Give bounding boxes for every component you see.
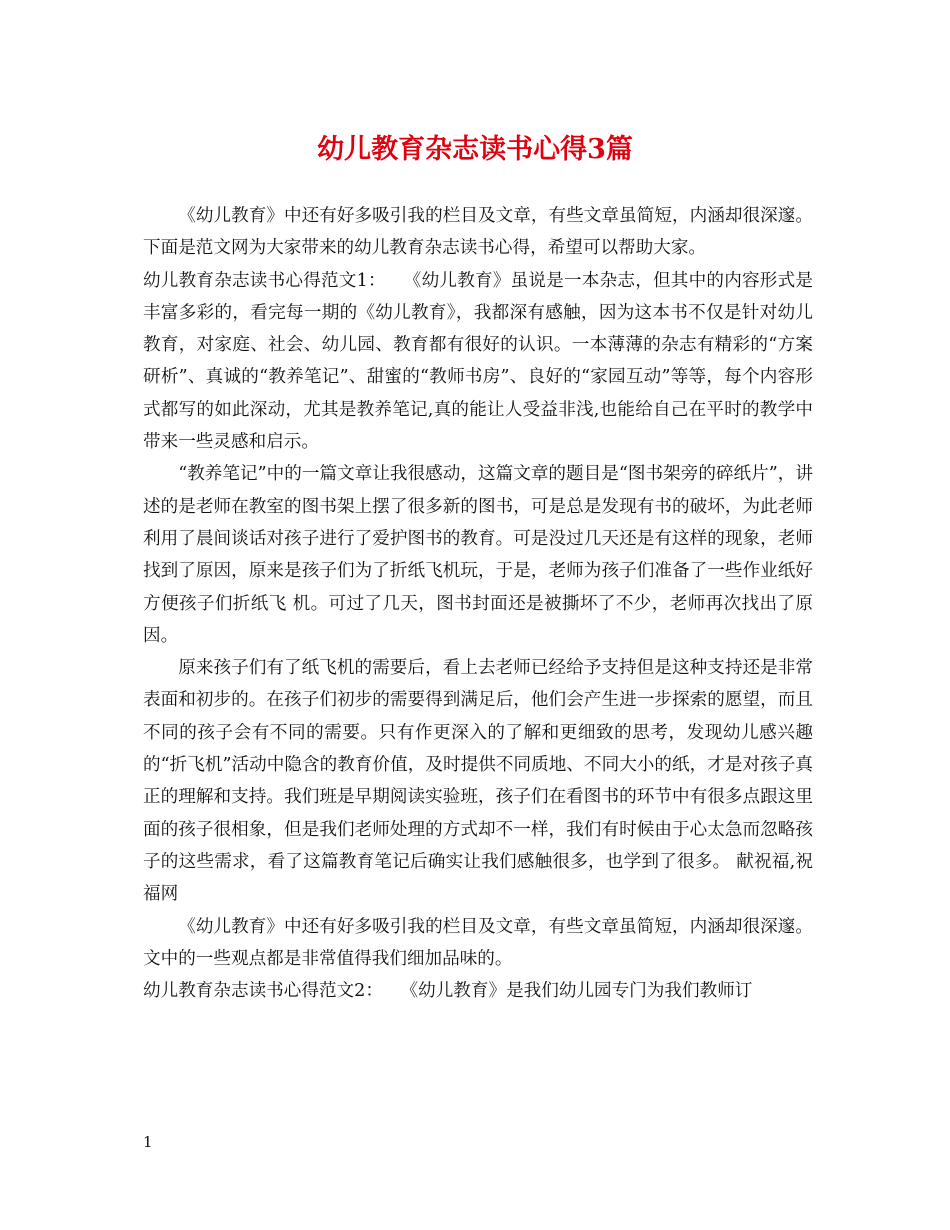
paragraph-summary: 《幼儿教育》中还有好多吸引我的栏目及文章，有些文章虽简短，内涵却很深邃。文中的一些观点都是非常值得我们细加品味的。 — [143, 916, 813, 969]
paragraph-intro: 《幼儿教育》中还有好多吸引我的栏目及文章，有些文章虽简短，内涵却很深邃。下面是范文网为大家带来的幼儿教育杂志读书心得，希望可以帮助大家。 — [143, 206, 813, 259]
page-number: 1 — [143, 1133, 153, 1151]
document-body — [143, 200, 813, 1007]
paragraph-sample-2: 幼儿教育杂志读书心得范文2： 《幼儿教育》是我们幼儿园专门为我们教师订 — [143, 981, 753, 1002]
paragraph-notes-story: “教养笔记”中的一篇文章让我很感动，这篇文章的题目是“图书架旁的碎纸片”，讲述的是老师在教室的图书架上摆了很多新的图书，可是总是发现有书的破坏，为此老师利用了晨间谈话对孩子进行了爱护图书的教育。可是没过几天还是有这样的现象，老师找到了原因，原来是孩子们为了折纸飞机玩，于是，老师为孩子们准备了一些作业纸好方便孩子们折纸飞 机。可过了几天，图书封面还是被撕坏了不少，老师再次找出了原因。 — [143, 464, 813, 646]
document-title: 幼儿教育杂志读书心得3篇 — [317, 134, 633, 165]
paragraph-reflection: 原来孩子们有了纸飞机的需要后，看上去老师已经给予支持但是这种支持还是非常表面和初步的。在孩子们初步的需要得到满足后，他们会产生进一步探索的愿望，而且不同的孩子会有不同的需要。只有作更深入的了解和更细致的思考，发现幼儿感兴趣的“折飞机”活动中隐含的教育价值，及时提供不同质地、不同大小的纸，才是对孩子真正的理解和支持。我们班是早期阅读实验班，孩子们在看图书的环节中有很多点跟这里面的孩子很相象，但是我们老师处理的方式却不一样，我们有时候由于心太急而忽略孩子的这些需求，看了这篇教育笔记后确实让我们感触很多，也学到了很多。 献祝福,祝福网 — [143, 658, 813, 905]
paragraph-sample-1: 幼儿教育杂志读书心得范文1： 《幼儿教育》虽说是一本杂志，但其中的内容形式是丰富多彩的，看完每一期的《幼儿教育》，我都深有感触，因为这本书不仅是针对幼儿教育，对家庭、社会、幼儿园、教育都有很好的认识。一本薄薄的杂志有精彩的“方案研析”、真诚的“教养笔记”、甜蜜的“教师书房”、良好的“家园互动”等等，每个内容形式都写的如此深动，尤其是教养笔记,真的能让人受益非浅,也能给自己在平时的教学中带来一些灵感和启示。 — [143, 270, 813, 453]
